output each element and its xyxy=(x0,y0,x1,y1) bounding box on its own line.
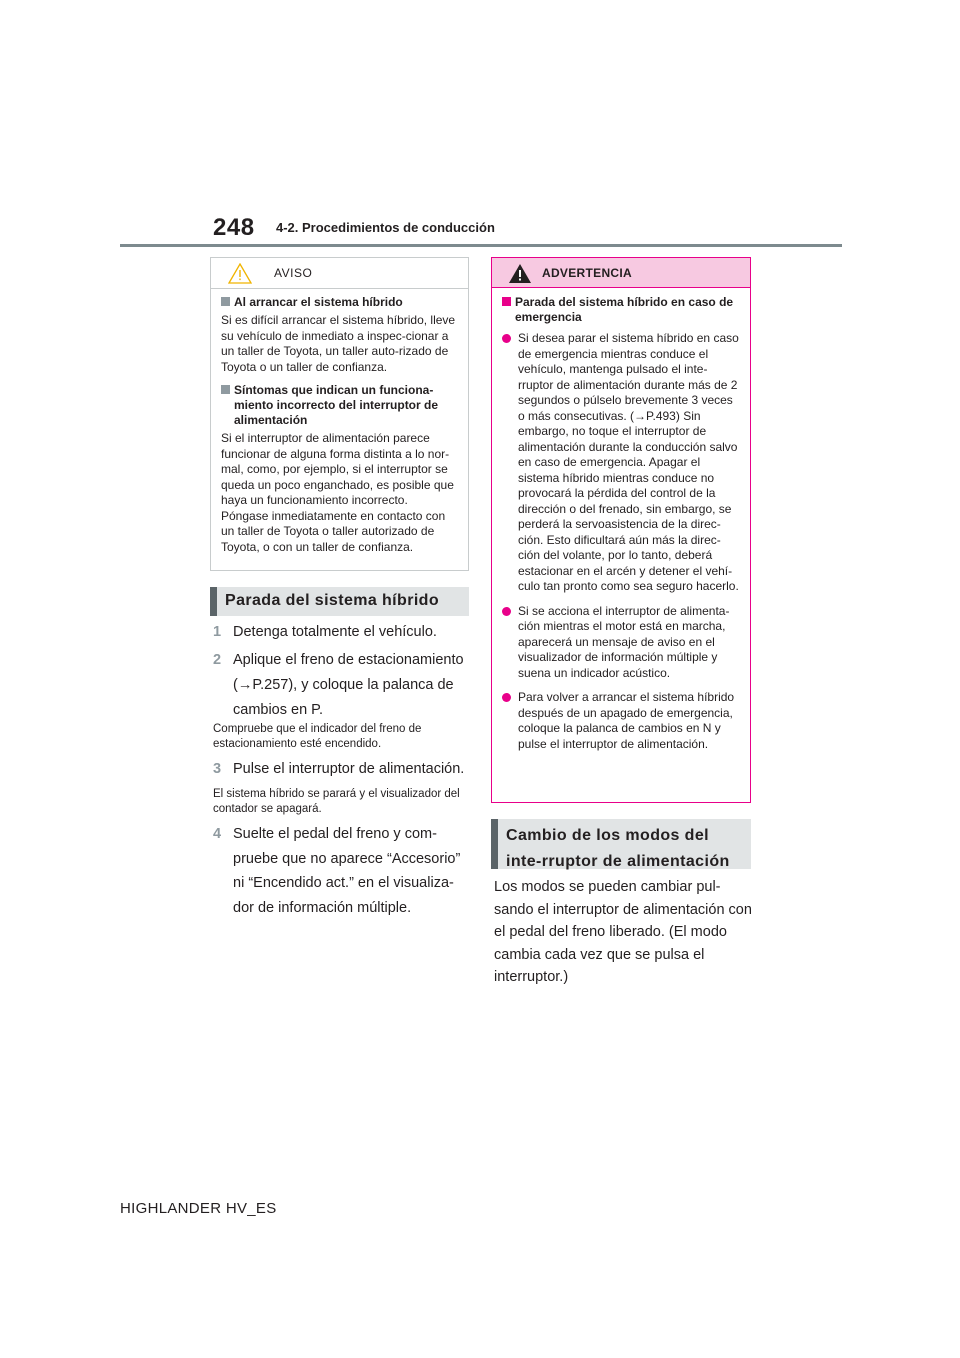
step-2-note: Compruebe que el indicador del freno de estacionamiento esté encendido. xyxy=(213,723,422,750)
step-text: Aplique el freno de estacionamiento (→P.257), y coloque la palanca de cambios en P. xyxy=(233,652,464,718)
square-bullet-icon xyxy=(221,297,230,306)
modes-intro-paragraph: Los modos se pueden cambiar pul-sando el interruptor de alimentación con el pedal del freno liberado. (El modo cambia cada vez que se pulsa el interruptor.) xyxy=(494,879,752,985)
step-number: 2 xyxy=(213,652,222,668)
square-bullet-icon xyxy=(502,297,511,306)
section-heading-cambio-modos: Cambio de los modos del inte-rruptor de alimentación xyxy=(491,819,751,869)
round-bullet-icon xyxy=(502,693,511,702)
aviso-item-heading: Al arrancar el sistema híbrido xyxy=(221,295,458,310)
aviso-item-text: Si el interruptor de alimentación parece funcionar de alguna forma distinta a lo nor-mal, como, por ejemplo, si el interruptor se queda un poco enganchado, es posible que haya un funcionamiento incorrecto. Póngase inmediatamente en contacto con un taller de Toyota o taller autorizado de Toyota, o con un taller de confianza. xyxy=(221,431,454,554)
footer-model: HIGHLANDER HV_ES xyxy=(120,1200,277,1217)
aviso-item-text: Si es difícil arrancar el sistema híbrido, lleve su vehículo de inmediato a inspec-cionar a un taller de Toyota, un taller auto-rizado de Toyota o un taller de confianza. xyxy=(221,313,456,374)
advertencia-bullet: Si desea parar el sistema híbrido en caso de emergencia mientras conduce el vehículo, mantenga pulsado el inte-rruptor de alimentación durante más de 2 segundos o púlselo brevemente 3 veces o más consecutivas. (→P.493) Sin embargo, no toque el interruptor de alimentación durante la conducción salvo en caso de emergencia. Apagar el sistema híbrido mientras conduce no provocará la pérdida del control de la dirección o del frenado, sin embargo, se perderá la servoasistencia de la direc-ción. Esto dificultará aún más la direc-ción del volante, por lo tanto, deberá estacionar en el arcén y detener el vehí-culo tan pronto como sea seguro hacerlo. xyxy=(502,331,740,595)
advertencia-bullet: Si se acciona el interruptor de alimenta-ción mientras el motor está en marcha, aparecerá un mensaje de aviso en el visualizador de información múltiple y suena un indicador acústico. xyxy=(502,604,740,682)
header-divider xyxy=(120,244,842,247)
advertencia-warning-box xyxy=(491,257,751,803)
aviso-notice-box xyxy=(210,257,469,571)
page-number: 248 xyxy=(213,214,255,241)
step-text: Detenga totalmente el vehículo. xyxy=(233,624,437,640)
aviso-item-heading: Síntomas que indican un funciona-miento incorrecto del interruptor de alimentación xyxy=(221,383,458,428)
step-number: 1 xyxy=(213,624,222,640)
step-4 xyxy=(213,822,473,920)
advertencia-heading: Parada del sistema híbrido en caso de emergencia xyxy=(502,295,740,325)
caution-triangle-icon xyxy=(228,263,252,284)
step-3 xyxy=(213,757,473,781)
step-2 xyxy=(213,648,473,723)
step-text: Pulse el interruptor de alimentación. xyxy=(233,761,465,777)
step-number: 4 xyxy=(213,826,222,842)
aviso-header xyxy=(211,258,468,289)
section-heading-parada: Parada del sistema híbrido xyxy=(210,587,469,616)
advertencia-header xyxy=(492,258,750,288)
step-1 xyxy=(213,620,473,644)
step-number: 3 xyxy=(213,761,222,777)
square-bullet-icon xyxy=(221,385,230,394)
advertencia-bullet: Para volver a arrancar el sistema híbrido después de un apagado de emergencia, coloque la palanca de cambios en N y pulse el interruptor de alimentación. xyxy=(502,690,740,752)
aviso-title: AVISO xyxy=(274,266,313,280)
round-bullet-icon xyxy=(502,607,511,616)
round-bullet-icon xyxy=(502,334,511,343)
step-3-note: El sistema híbrido se parará y el visualizador del contador se apagará. xyxy=(213,788,460,815)
section-title: 4-2. Procedimientos de conducción xyxy=(276,220,495,235)
advertencia-title: ADVERTENCIA xyxy=(542,266,632,280)
step-text: Suelte el pedal del freno y com-pruebe que no aparece “Accesorio” ni “Encendido act.” en el visualiza-dor de información múltiple. xyxy=(233,826,461,916)
warning-triangle-icon xyxy=(508,263,532,284)
